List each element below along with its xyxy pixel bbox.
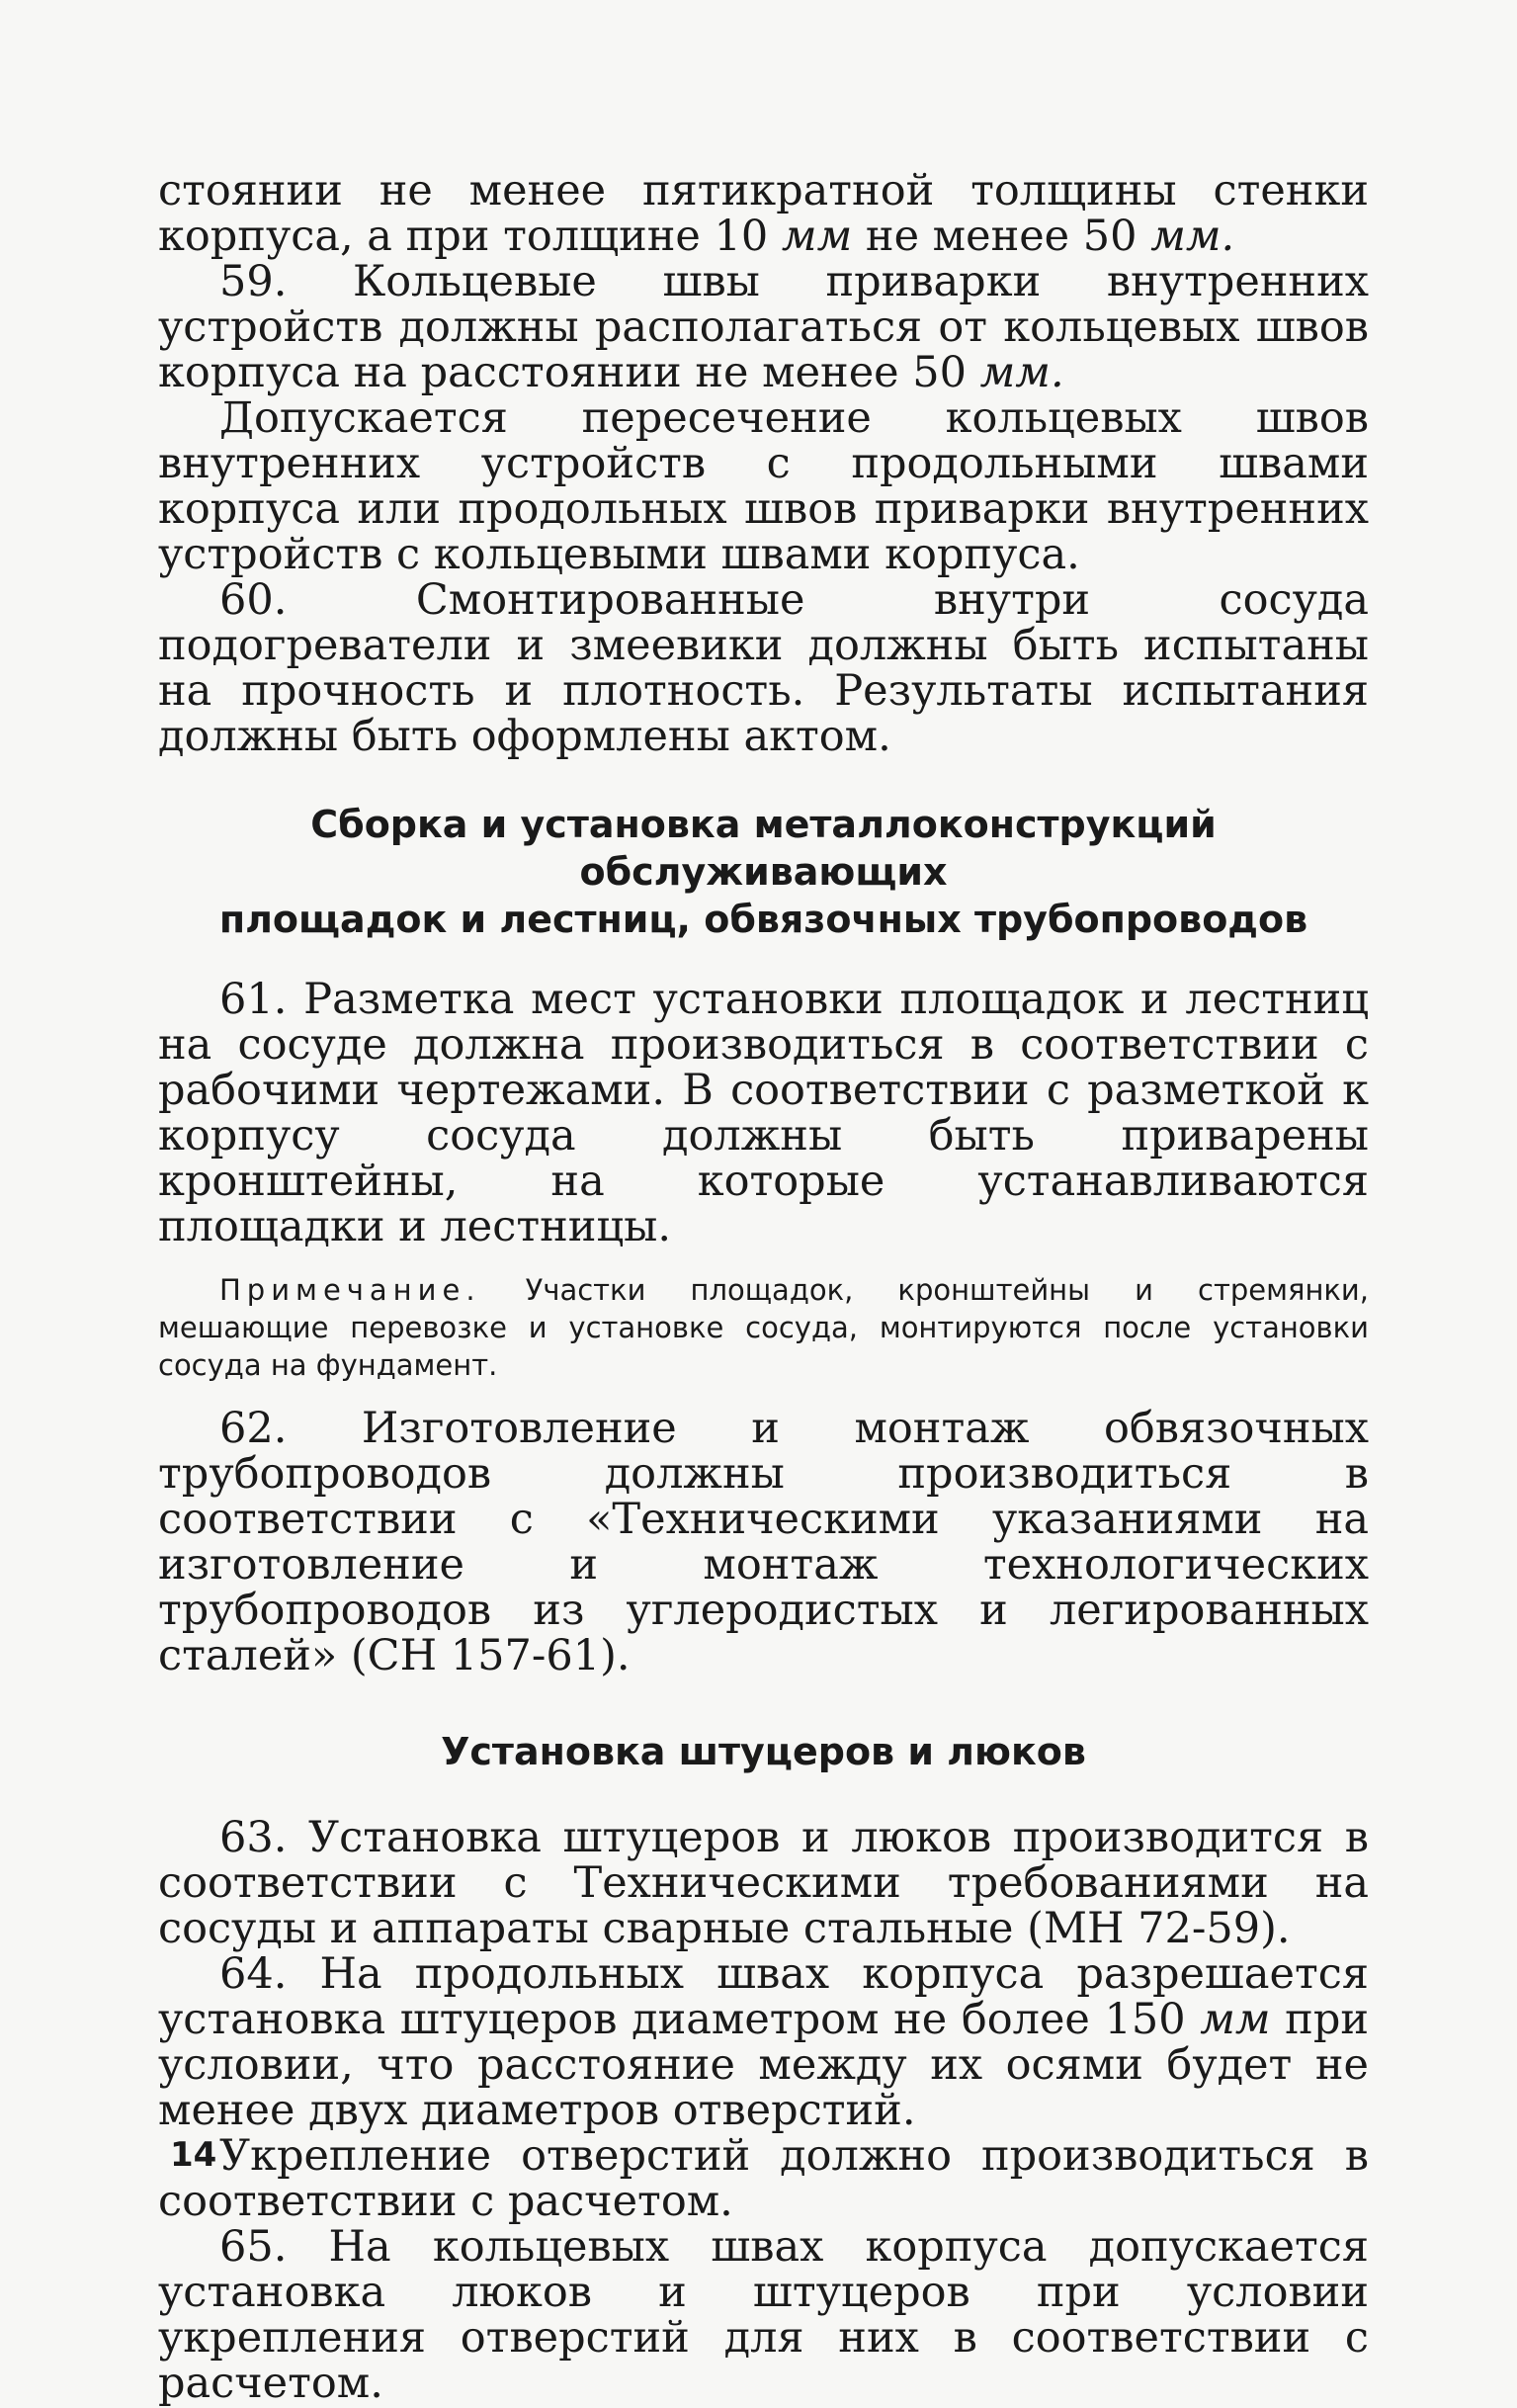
text-run: не менее 50 [852,212,1151,261]
unit-text: мм. [1150,212,1235,261]
unit-text: мм [1200,1995,1271,2044]
paragraph-64-continuation: Укрепление отверстий должно производиться в соответствии с расчетом. [158,2131,1369,2226]
paragraph-continuation [158,168,1369,259]
paragraph-62: 62. Изготовление и монтаж обвязочных трубопроводов должны производиться в соответствии с «Техническими указаниями на изготовление и монтаж технологических трубопроводов из углеродистых и легированных сталей» (СН 157-61). [158,1404,1369,1680]
text-run: 64. На продольных швах корпуса разрешается установка штуцеров диаметром не более 150 [158,1949,1369,2044]
page-number: 14 [170,2135,217,2175]
paragraph-64 [158,1951,1369,2133]
note-label: Примечание. [219,1273,481,1307]
unit-text: мм [781,212,853,261]
paragraph-63: 63. Установка штуцеров и люков производится в соответствии с Техническими требованиями на сосуды и аппараты сварные стальные (МН 72-59). [158,1813,1369,1953]
text-run: стоянии не менее пятикратной толщины стенки корпуса, а при толщине 10 [158,166,1369,261]
paragraph-59 [158,259,1369,395]
unit-text: мм. [979,348,1064,397]
paragraph-65: 65. На кольцевых швах корпуса допускается установка люков и штуцеров при условии укрепления отверстий для них в соответствии с расчетом. [158,2222,1369,2408]
heading-line-2: площадок и лестниц, обвязочных трубопроводов [218,898,1308,941]
paragraph-61: 61. Разметка мест установки площадок и лестниц на сосуде должна производиться в соответствии с рабочими чертежами. В соответствии с разметкой к корпусу сосуда должны быть приварены кронштейны, на которые устанавливаются площадки и лестницы. [158,975,1369,1251]
note-text: Участки площадок, кронштейны и стремянки, мешающие перевозке и установке сосуда, монтируются после установки сосуда на фундамент. [158,1273,1369,1382]
text-run: при условии, что расстояние между их осями будет не менее двух диаметров отверстий. [158,1995,1370,2135]
page-body [158,168,1369,2406]
section-heading-2: Установка штуцеров и люков [441,1730,1086,1773]
section-heading-1 [158,801,1369,943]
note [158,1271,1369,1384]
paragraph-59-continuation: Допускается пересечение кольцевых швов внутренних устройств с продольными швами корпуса или продольных швов приварки внутренних устройств с кольцевыми швами корпуса. [158,393,1369,579]
heading-line-1: Сборка и установка металлоконструкций обслуживающих [310,803,1217,894]
paragraph-60: 60. Смонтированные внутри сосуда подогреватели и змеевики должны быть испытаны на прочность и плотность. Результаты испытания должны быть оформлены актом. [158,575,1369,761]
text-run: 59. Кольцевые швы приварки внутренних устройств должны располагаться от кольцевых швов корпуса на расстоянии не менее 50 [158,257,1369,397]
